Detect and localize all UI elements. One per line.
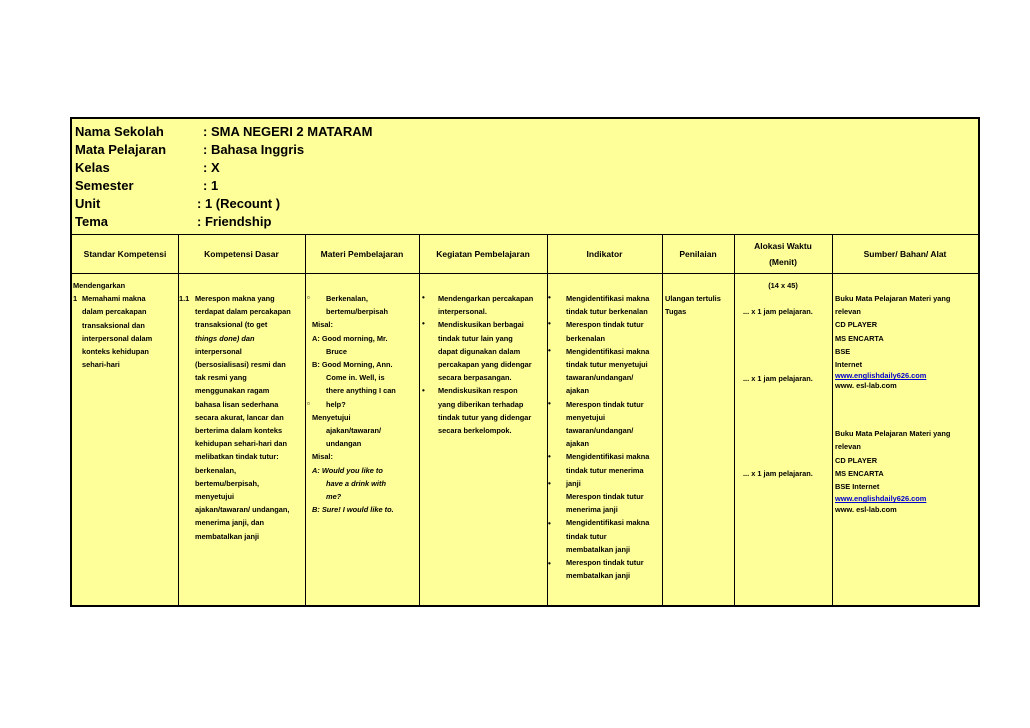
indikator-lines-line: Mengidentifikasi makna — [566, 452, 650, 462]
kd-lines-line: interpersonal — [195, 346, 242, 356]
indikator-lines-line: janji — [566, 478, 581, 488]
indikator-lines-line: membatalkan janji — [566, 544, 631, 554]
sumber-b-line: Buku Mata Pelajaran Materi yang — [835, 429, 951, 439]
th-standar-kompetensi: Standar Kompetensi — [83, 249, 167, 259]
bullet-icon: • — [548, 452, 551, 461]
indikator-lines-line: Merespon tindak tutur — [566, 320, 644, 330]
alokasi-item: ... x 1 jam pelajaran. — [743, 469, 813, 478]
materi-lines-line: Misal: — [312, 452, 333, 462]
kd-lines-line: Merespon makna yang — [195, 294, 275, 303]
penilaian-item: Ulangan tertulis — [665, 294, 721, 303]
indikator-lines-line: Mengidentifikasi makna — [566, 346, 650, 356]
kegiatan-lines-line: secara berpasangan. — [438, 373, 512, 383]
sumber-a-line: Buku Mata Pelajaran Materi yang — [835, 294, 951, 303]
kegiatan-lines-line: secara berkelompok. — [438, 426, 512, 436]
bullet-icon: • — [548, 293, 551, 302]
kd-lines-line: menerima janji, dan — [195, 518, 265, 528]
penilaian-cell — [665, 292, 733, 318]
kd-lines-line: transaksional (to get — [195, 320, 268, 330]
kd-lines-line: (bersosialisasi) resmi dan — [195, 360, 286, 370]
sumber-a-line: Internet — [835, 360, 863, 370]
sk-lines-line: sehari-hari — [82, 360, 120, 370]
bullet-icon: • — [548, 319, 551, 328]
link-englishdaily[interactable]: www.englishdaily626.com — [835, 371, 927, 381]
sk-lines-line: transaksional dan — [82, 320, 145, 330]
kd-lines-line: membatalkan janji — [195, 531, 260, 541]
link-englishdaily[interactable]: www.englishdaily626.com — [835, 494, 927, 504]
kegiatan-lines-line: yang diberikan terhadap — [438, 399, 524, 409]
kd-lines-line: melibatkan tindak tutur: — [195, 452, 279, 462]
bullet-icon: ▫ — [307, 399, 310, 408]
indikator-lines-line: Merespon tindak tutur — [566, 399, 644, 409]
sumber-b-line: MS ENCARTA — [835, 468, 884, 478]
sumber-b-line: BSE Internet — [835, 482, 880, 492]
th-alokasi-waktu — [734, 235, 832, 273]
col-divider — [305, 235, 306, 605]
materi-lines-line: Bruce — [326, 346, 347, 356]
bullet-icon: • — [548, 559, 551, 568]
bullet-icon: • — [548, 399, 551, 408]
kd-lines-line: menggunakan ragam — [195, 386, 270, 396]
penilaian-item: Tugas — [665, 307, 687, 317]
col-divider — [547, 235, 548, 605]
th-penilaian: Penilaian — [679, 249, 717, 259]
kegiatan-lines-line: interpersonal. — [438, 307, 487, 317]
kegiatan-lines-line: percakapan yang didengar — [438, 360, 532, 370]
materi-lines-line: Come in. Well, is — [326, 373, 385, 383]
materi-cell — [312, 292, 418, 516]
kegiatan-lines-line: Mendiskusikan respon — [438, 386, 518, 396]
th-kompetensi-dasar: Kompetensi Dasar — [204, 249, 279, 259]
materi-lines-line: A: Good morning, Mr. — [312, 333, 388, 343]
indikator-lines-line: tindak tutur menyetujui — [566, 360, 648, 370]
indikator-lines-line: ajakan — [566, 439, 590, 449]
sk-lines-line: dalam percakapan — [82, 307, 147, 317]
indikator-lines-line: Mengidentifikasi makna — [566, 518, 650, 528]
bullet-icon: • — [548, 519, 551, 528]
bullet-icon: • — [422, 386, 425, 395]
bullet-icon: • — [548, 479, 551, 488]
th-alokasi-unit: (Menit) — [769, 257, 797, 267]
kd-lines-line: tak resmi yang — [195, 373, 247, 383]
sk-lines-line: Memahami makna — [82, 294, 146, 304]
materi-lines-line: B: Sure! I would like to. — [312, 505, 394, 515]
kegiatan-lines-line: dapat digunakan dalam — [438, 346, 521, 356]
indikator-lines-line: tindak tutur — [566, 531, 607, 541]
indikator-lines-line: ajakan — [566, 386, 590, 396]
th-materi: Materi Pembelajaran — [320, 249, 404, 259]
link-esl-lab[interactable]: www. esl-lab.com — [835, 381, 897, 391]
indikator-lines-line: membatalkan janji — [566, 571, 631, 581]
bullet-icon: • — [422, 293, 425, 302]
indikator-lines-line: tindak tutur menerima — [566, 465, 644, 475]
kegiatan-cell — [424, 292, 546, 437]
kd-lines-line: kehidupan sehari-hari dan — [195, 439, 287, 449]
header-sekolah: Nama Sekolah : SMA NEGERI 2 MATARAM — [75, 124, 373, 139]
indikator-cell — [549, 292, 661, 582]
kd-lines-line: menyetujui — [195, 492, 235, 502]
kegiatan-lines-line: Mendengarkan percakapan — [438, 294, 534, 303]
indikator-lines-line: tindak tutur berkenalan — [566, 307, 648, 317]
sumber-a-line: BSE — [835, 346, 851, 356]
kd-lines-line: terdapat dalam percakapan — [195, 307, 291, 317]
materi-lines-line: help? — [326, 399, 346, 409]
kd-lines-line: things done) dan — [195, 333, 255, 343]
th-indikator: Indikator — [586, 249, 623, 259]
sumber-a-line: CD PLAYER — [835, 320, 878, 330]
materi-lines-line: Menyetujui — [312, 412, 351, 422]
kd-lines-line: berterima dalam konteks — [195, 426, 283, 436]
materi-lines-line: undangan — [326, 439, 362, 449]
materi-lines-line: ajakan/tawaran/ — [326, 426, 382, 436]
materi-lines-line: A: Would you like to — [312, 465, 383, 475]
header-mapel: Mata Pelajaran : Bahasa Inggris — [75, 142, 305, 157]
syllabus-document — [70, 117, 980, 607]
sk-title: Mendengarkan — [73, 281, 126, 290]
kd-lines-line: ajakan/tawaran/ undangan, — [195, 505, 290, 515]
col-divider — [662, 235, 663, 605]
kd-cell — [179, 292, 303, 543]
sk-lines-line: konteks kehidupan — [82, 347, 149, 357]
kegiatan-lines-line: Mendiskusikan berbagai — [438, 320, 524, 330]
indikator-lines-line: berkenalan — [566, 333, 606, 343]
kd-lines-line: secara akurat, lancar dan — [195, 412, 284, 422]
header-kelas: Kelas : X — [75, 160, 220, 175]
indikator-lines-line: tawaran/undangan/ — [566, 426, 634, 436]
bullet-icon: • — [422, 319, 425, 328]
indikator-lines-line: menyetujui — [566, 412, 606, 422]
kd-number: 1.1 — [179, 294, 190, 303]
indikator-lines-line: Merespon tindak tutur — [566, 492, 644, 502]
header-semester: Semester : 1 — [75, 178, 219, 193]
indikator-lines-line: tawaran/undangan/ — [566, 373, 634, 383]
th-sumber: Sumber/ Bahan/ Alat — [863, 249, 947, 259]
sk-number: 1 — [73, 294, 78, 303]
indikator-lines-line: menerima janji — [566, 505, 618, 515]
link-esl-lab[interactable]: www. esl-lab.com — [835, 505, 897, 515]
sumber-b-line: CD PLAYER — [835, 455, 878, 465]
alokasi-item: ... x 1 jam pelajaran. — [743, 307, 813, 316]
sk-lines-line: interpersonal dalam — [82, 333, 153, 343]
header-tema: Tema : Friendship — [75, 214, 272, 229]
header-unit: Unit : 1 (Recount ) — [75, 196, 281, 211]
materi-lines-line: Misal: — [312, 320, 333, 330]
table-header-border — [72, 273, 978, 274]
alokasi-total: (14 x 45) — [768, 281, 798, 290]
materi-lines-line: there anything I can — [326, 386, 396, 396]
materi-lines-line: bertemu/berpisah — [326, 307, 389, 317]
sumber-b-line: relevan — [835, 442, 861, 452]
sumber-a-line: MS ENCARTA — [835, 333, 884, 343]
materi-lines-line: B: Good Morning, Ann. — [312, 360, 393, 370]
indikator-lines-line: Mengidentifikasi makna — [566, 294, 650, 303]
alokasi-cell — [735, 279, 831, 478]
kd-lines-line: bertemu/berpisah, — [195, 478, 260, 488]
bullet-icon: • — [548, 346, 551, 355]
indikator-lines-line: Merespon tindak tutur — [566, 558, 644, 568]
sk-cell — [73, 279, 177, 371]
kegiatan-lines-line: tindak tutur lain yang — [438, 333, 513, 343]
th-alokasi-label: Alokasi Waktu — [754, 241, 812, 251]
materi-lines-line: have a drink with — [326, 478, 386, 488]
sumber-cell — [835, 292, 977, 515]
alokasi-item: ... x 1 jam pelajaran. — [743, 374, 813, 383]
kd-lines-line: bahasa lisan sederhana — [195, 399, 279, 409]
materi-lines-line: me? — [326, 492, 342, 502]
bullet-icon: ▫ — [307, 293, 310, 302]
col-divider — [832, 235, 833, 605]
col-divider — [419, 235, 420, 605]
materi-lines-line: Berkenalan, — [326, 294, 368, 303]
kegiatan-lines-line: tindak tutur yang didengar — [438, 412, 532, 422]
th-kegiatan: Kegiatan Pembelajaran — [436, 249, 530, 259]
sumber-a-line: relevan — [835, 307, 861, 317]
kd-lines-line: berkenalan, — [195, 465, 237, 475]
